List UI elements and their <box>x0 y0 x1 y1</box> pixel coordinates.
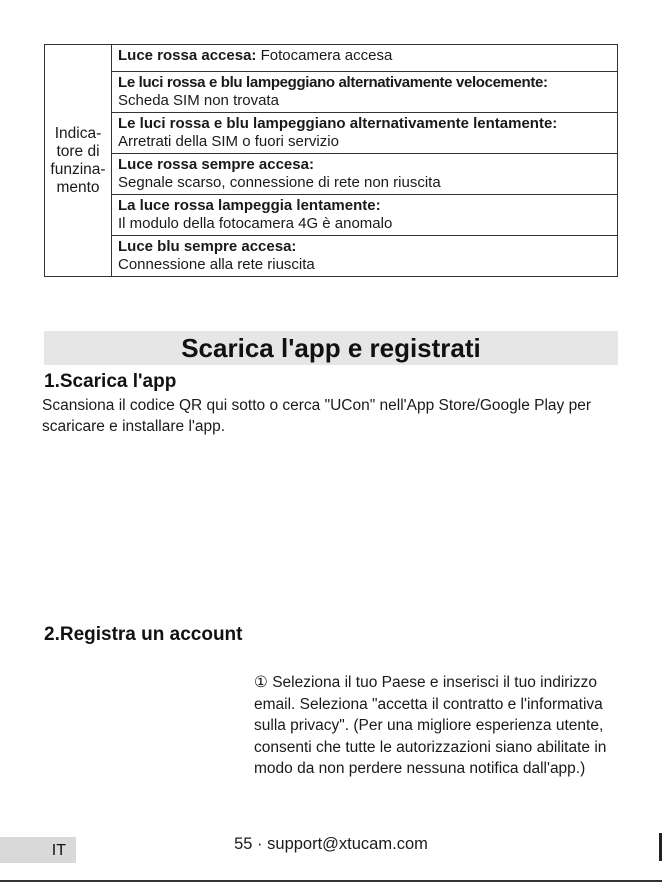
table-row <box>45 45 618 72</box>
step1-body: Scansiona il codice QR qui sotto o cerca "UCon" nell'App Store/Google Play per scaricare e installare l'app. <box>42 397 592 435</box>
indicator-row-blue-steady <box>112 236 618 277</box>
row-state: Le luci rossa e blu lampeggiano alternativamente velocemente: <box>118 74 548 91</box>
row-meaning: Arretrati della SIM o fuori servizio <box>118 133 339 150</box>
language-tag: IT <box>0 837 76 863</box>
indicator-row-red-steady <box>112 154 618 195</box>
side-label-line: funzina- <box>50 160 106 178</box>
side-label-line: tore di <box>56 142 100 160</box>
table-row <box>45 72 618 113</box>
indicator-row-slow-blink <box>112 113 618 154</box>
row-state: Luce rossa accesa: <box>118 47 257 64</box>
row-meaning: Connessione alla rete riuscita <box>118 256 315 273</box>
side-label-line: mento <box>56 178 100 196</box>
row-state: Le luci rossa e blu lampeggiano alternativamente lentamente: <box>118 115 558 132</box>
table-row <box>45 236 618 277</box>
bottom-rule <box>0 880 662 882</box>
step2-heading: 2.Registra un account <box>44 624 243 645</box>
table-row <box>45 195 618 236</box>
section-title: Scarica l'app e registrati <box>44 331 618 365</box>
row-meaning: Il modulo della fotocamera 4G è anomalo <box>118 215 393 232</box>
indicator-row-fast-blink <box>112 72 618 113</box>
indicator-row-red-on <box>112 45 618 72</box>
table-row <box>45 113 618 154</box>
row-state: La luce rossa lampeggia lentamente: <box>118 197 381 214</box>
indicator-row-red-slow <box>112 195 618 236</box>
row-meaning: Segnale scarso, connessione di rete non riuscita <box>118 174 441 191</box>
row-meaning: Fotocamera accesa <box>256 47 393 64</box>
step2-body: ① Seleziona il tuo Paese e inserisci il tuo indirizzo email. Seleziona "accetta il contratto e l'informativa sulla privacy". (Per una migliore esperienza utente, consenti che tutte le autorizzazioni siano abilitate in modo da non perdere nessuna notifica dall'app.) <box>254 674 607 777</box>
indicator-side-label <box>45 45 112 277</box>
side-label-line: Indica- <box>54 124 102 142</box>
row-state: Luce blu sempre accesa: <box>118 238 297 255</box>
step1-heading: 1.Scarica l'app <box>44 371 177 392</box>
indicator-table <box>44 44 618 277</box>
row-meaning: Scheda SIM non trovata <box>118 92 279 109</box>
row-state: Luce rossa sempre accesa: <box>118 156 314 173</box>
table-row <box>45 154 618 195</box>
page-footer: 55 · support@xtucam.com <box>234 835 428 853</box>
